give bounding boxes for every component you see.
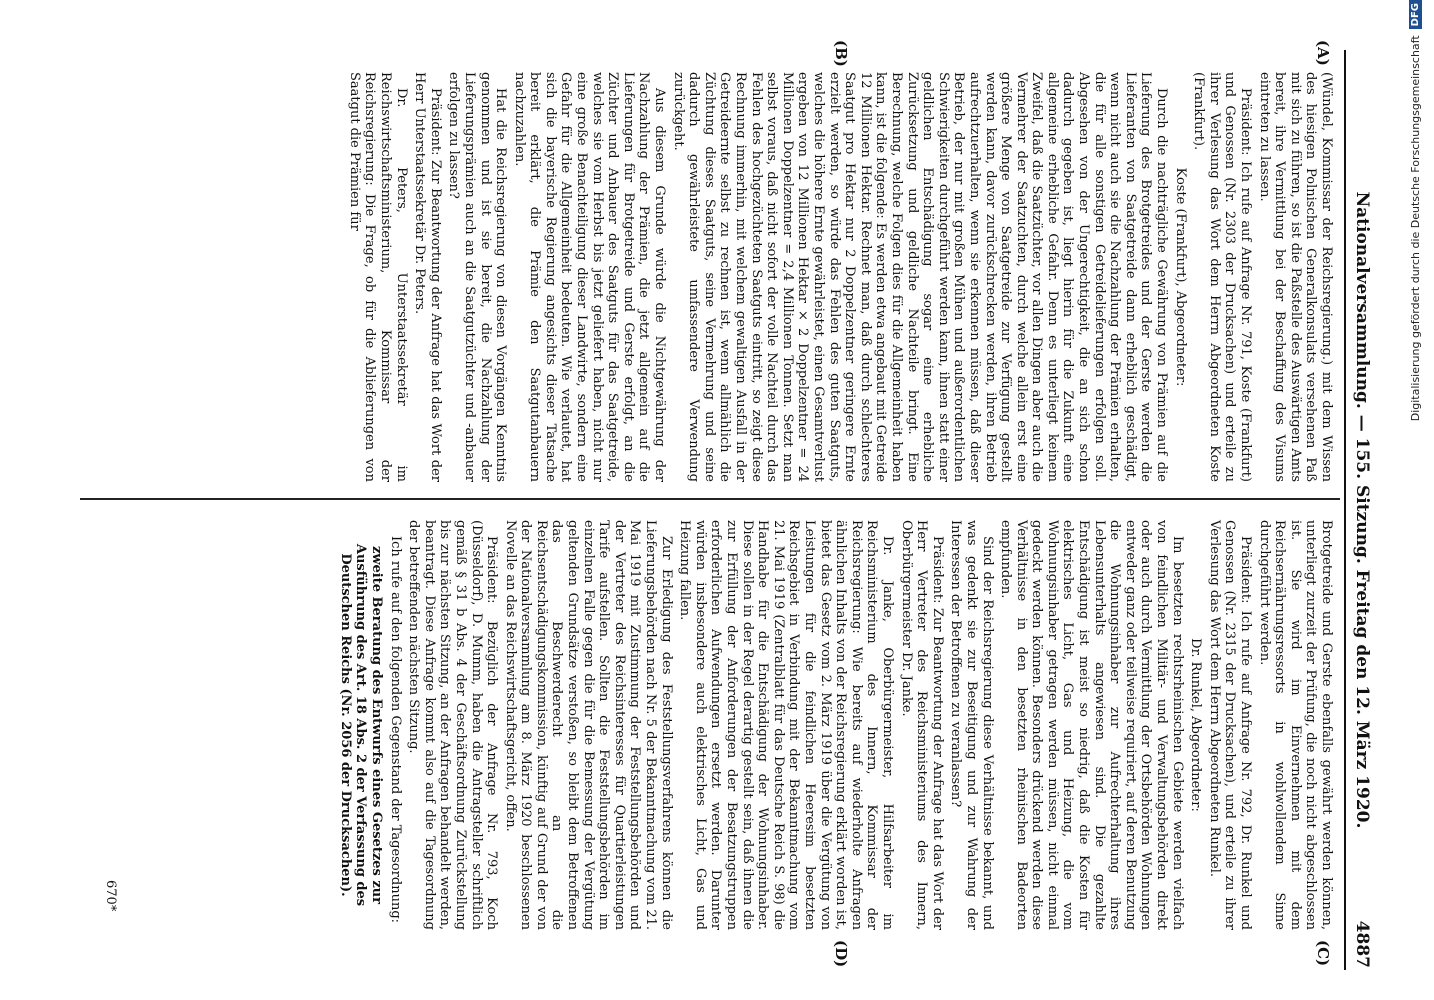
footer-number: 670* bbox=[103, 880, 118, 912]
speaker-heading: Koste (Frankfurt), Abgeordneter: bbox=[1172, 167, 1188, 387]
paragraph: Präsident: Ich rufe auf Anfrage Nr. 792, Dr. Runkel und Genossen (Nr. 2315 der Drucksachen), und erteile zu ihrer Verlesung das Wort dem Herrn Abgeordneten Runkel. bbox=[1206, 520, 1254, 930]
column-divider bbox=[80, 498, 1340, 500]
attribution-text: Digitalisierung gefördert durch die Deutsche Forschungsgemeinschaft bbox=[1408, 35, 1422, 422]
paragraph: (Wündel, Kommissar der Reichsregierung.) mit dem Wissen des hiesigen Polnischen Generalkonsulats versehenen Paß mit sich zu führen, so ist die Paßstelle des Auswärtigen Amts bereit, ihre Vermittlung bei der Beschaffung des Visums eintreten zu lassen. bbox=[1256, 72, 1334, 482]
paragraph: Brotgetreide und Gerste ebenfalls gewährt werden können, unterliegt zurzeit der Prüfung, die noch nicht abgeschlossen ist. Sie wird im Einvernehmen mit dem Reichsernährungsressorts in wohlwollendem Sinne durchgeführt werden. bbox=[1256, 520, 1334, 930]
paragraph: Ich rufe auf den folgenden Gegenstand der Tagesordnung: bbox=[387, 536, 403, 924]
paragraph: Präsident: Zur Beantwortung der Anfrage hat das Wort der Herr Unterstaatssekretär Dr. Peters. bbox=[412, 72, 443, 482]
paragraph: Aus diesem Grunde würde die Nichtgewährung der Nachzahlung der Prämien, die jetzt allgemein auf die Lieferungen für Brotgetreide und Gerste erfolgt, an die Züchter und Anbauer des Saatguts für das Saatgetreide, welches sie vom Herbst bis jetzt geliefert haben, nicht nur eine große Benachteiligung dieser Landwirte, sondern eine Gefahr für die Allgemeinheit bedeuten. Wie verlautet, hat sich die bayerische Regierung angesichts dieser Tatsache bereit erklärt, die Prämie den Saatgutanbauern nachzuzahlen. bbox=[511, 72, 668, 482]
dfg-logo-icon: DFG bbox=[1409, 0, 1422, 29]
paragraph: Durch die nachträgliche Gewährung von Prämien auf die Lieferung des Brotgetreides und der Gerste werden die Lieferanten von Saatgetreide dann erheblich geschädigt, wenn nicht auch sie die Nachzahlung der Prämien erhalten, die für alle sonstigen Getreidelieferungen erfolgen soll. Abgesehen von der Ungerechtigkeit, die an sich schon dadurch gegeben ist, liegt hierin für die Zukunft eine allgemeine erhebliche Gefahr. Denn es unterliegt keinem Zweifel, daß die Saatzüchter, vor allen Dingen aber auch die Vermehrer der Saatzuchten, durch welche allein erst eine größere Menge von Saatgetreide zur Verfügung gestellt werden kann, davor zurückschrecken werden, ihren Betrieb aufrechtzuerhalten, wenn sie erkennen müssen, daß dieser Betrieb, der nur mit großen Mühen und außerordentlichen Schwierigkeiten durchgeführt werden kann, ihnen statt einer geldlichen Entschädigung sogar eine erhebliche Zurücksetzung und geldliche Nachteile bringt. Eine Berechnung, welche Folgen dies für die Allgemeinheit haben kann, ist die folgende: Es werden etwa angebaut mit Getreide 12 Millionen Hektar. Rechnet man, daß durch schlechteres Saatgut pro Hektar nur 2 Doppelzentner geringere Ernte erzielt werden, so würde das Fehlen des guten Saatguts, welches die höhere Ernte gewährleistet, einen Gesamtverlust ergeben von 12 Millionen Hektar × 2 Doppelzentner = 24 Millionen Doppelzentner = 2,4 Millionen Tonnen. Setzt man selbst voraus, daß nicht sofort der volle Nachteil durch das Fehlen des hochgezüchteten Saatguts eintritt, so zeigt diese Rechnung immerhin, mit welchem gewaltigen Ausfall in der Getreideernte selbst zu rechnen ist, wenn allmählich die Züchtung dieses Saatguts, seine Vermehrung und seine dadurch gewährleistete umfassendere Verwendung zurückgeht. bbox=[670, 72, 1170, 482]
paragraph: Sind der Reichsregierung diese Verhältnisse bekannt, und was gedenkt sie zur Beseitigung und zur Wahrung der Interessen der Betroffenen zu veranlassen? bbox=[948, 520, 995, 930]
page-title: Nationalversammlung. — 155. Sitzung. Freitag den 12. März 1920. bbox=[1352, 191, 1372, 829]
attribution-note bbox=[1404, 0, 1426, 1000]
paragraph: Dr. Peters, Unterstaatssekretär im Reichswirtschaftsministerium, Kommissar der Reichsregierung: Die Frage, ob für die Ablieferungen von Saatgut die Prämien für bbox=[346, 72, 409, 482]
paragraph: Hat die Reichsregierung von diesen Vorgängen Kenntnis genommen und ist sie bereit, die Nachzahlung der Lieferungsprämien auch an die Saatgutzüchter und -anbauer erfolgen zu lassen? bbox=[446, 72, 509, 482]
margin-mark-a: (A) bbox=[1314, 40, 1332, 66]
paragraph: Präsident: Zur Beantwortung der Anfrage hat das Wort der Herr Vertreter des Reichsministeriums des Innern, Oberbürgermeister Dr. Janke. bbox=[898, 520, 945, 930]
page-number: 4887 bbox=[1352, 920, 1372, 968]
margin-mark-b: (B) bbox=[832, 40, 850, 67]
paragraph: Präsident: Ich rufe auf Anfrage Nr. 791, Koste (Frankfurt) und Genossen (Nr. 2303 der Drucksachen) und erteile zu ihrer Verlesung das Wort dem Herrn Abgeordneten Koste (Frankfurt). bbox=[1191, 72, 1254, 482]
paragraph: Im besetzten rechtsrheinischen Gebiete werden vielfach von feindlichen Militär- und Verwaltungsbehörden direkt oder auch durch Vermittlung der Ortsbehörden Wohnungen entweder ganz oder teilweise requiriert, auf deren Benutzung die Wohnungsinhaber zur Aufrechterhaltung ihres Lebensunterhalts angewiesen sind. Die gezahlte Entschädigung ist meist so niedrig, daß die Kosten für elektrisches Licht, Gas und Heizung, die vom Wohnungsinhaber getragen werden müssen, nicht einmal gedeckt werden können. Besonders drückend werden diese Verhältnisse in den besetzten rheinischen Badeorten empfunden. bbox=[998, 520, 1185, 930]
paragraph: Dr. Janke, Oberbürgermeister, Hilfsarbeiter im Reichsministerium des Innern, Kommissar der Reichsregierung: Wie bereits auf wiederholte Anfragen ähnlichen Inhalts von der Reichsregierung erklärt worden ist, bietet das Gesetz vom 2. März 1919 über die Vergütung von Leistungen für die feindlichen Heeresim besetzten Reichsgebiet in Verbindung mit der Bekanntmachung vom 21. Mai 1919 (Zentralblatt für das Deutsche Reich S. 98) die Handhabe für die Entschädigung der Wohnungsinhaber. Diese sollen in der Regel derartig gestellt sein, daß ihnen die zur Erfüllung der Anforderungen der Besatzungstruppen erforderlichen Aufwendungen ersetzt werden. Darunter würden insbesondere auch elektrisches Licht, Gas und Heizung fallen. bbox=[677, 520, 895, 930]
margin-mark-d: (D) bbox=[832, 940, 850, 968]
right-column bbox=[334, 520, 1334, 930]
paragraph: Präsident: Bezüglich der Anfrage Nr. 793, Koch (Düsseldorf), D. Mumm, haben die Antragsteller schriftlich gemäß § 31 b Abs. 4 der Geschäftsordnung Zurückstellung bis zur nächsten Sitzung, an der Anfragen behandelt werden, beantragt. Diese Anfrage kommt also auf die Tagesordnung der betreffenden nächsten Sitzung. bbox=[406, 520, 500, 930]
margin-mark-c: (C) bbox=[1314, 940, 1332, 967]
agenda-item: zweite Beratung des Entwurfs eines Gesetzes zur Ausführung des Art. 18 Abs. 2 der Verfassung des Deutschen Reichs (Nr. 2056 der Drucksachen). bbox=[337, 543, 384, 907]
speaker-heading: Dr. Runkel, Abgeordneter: bbox=[1188, 638, 1204, 812]
page-header bbox=[1344, 50, 1376, 970]
paragraph: Zur Erledigung des Feststellungsverfahrens können die Lieferungsbehörden nach Nr. 5 der Bekanntmachung vom 21. Mai 1919 mit Zustimmung der Feststellungsbehörden und der Vertreter des Reichsinteresses für Quartierleistungen Tarife aufstellen. Sollten die Feststellungsbehörden im einzelnen Falle gegen die für die Bemessung der Vergütung geltenden Grundsätze verstoßen, so bleibt dem Betroffenen das Beschwerderecht an die Reichsentschädigungskommission, künftig auf Grund der von der Nationalversammlung am 8. März 1920 beschlossenen Novelle an das Reichswirtschaftsgericht, offen. bbox=[502, 520, 674, 930]
left-column bbox=[343, 72, 1334, 482]
